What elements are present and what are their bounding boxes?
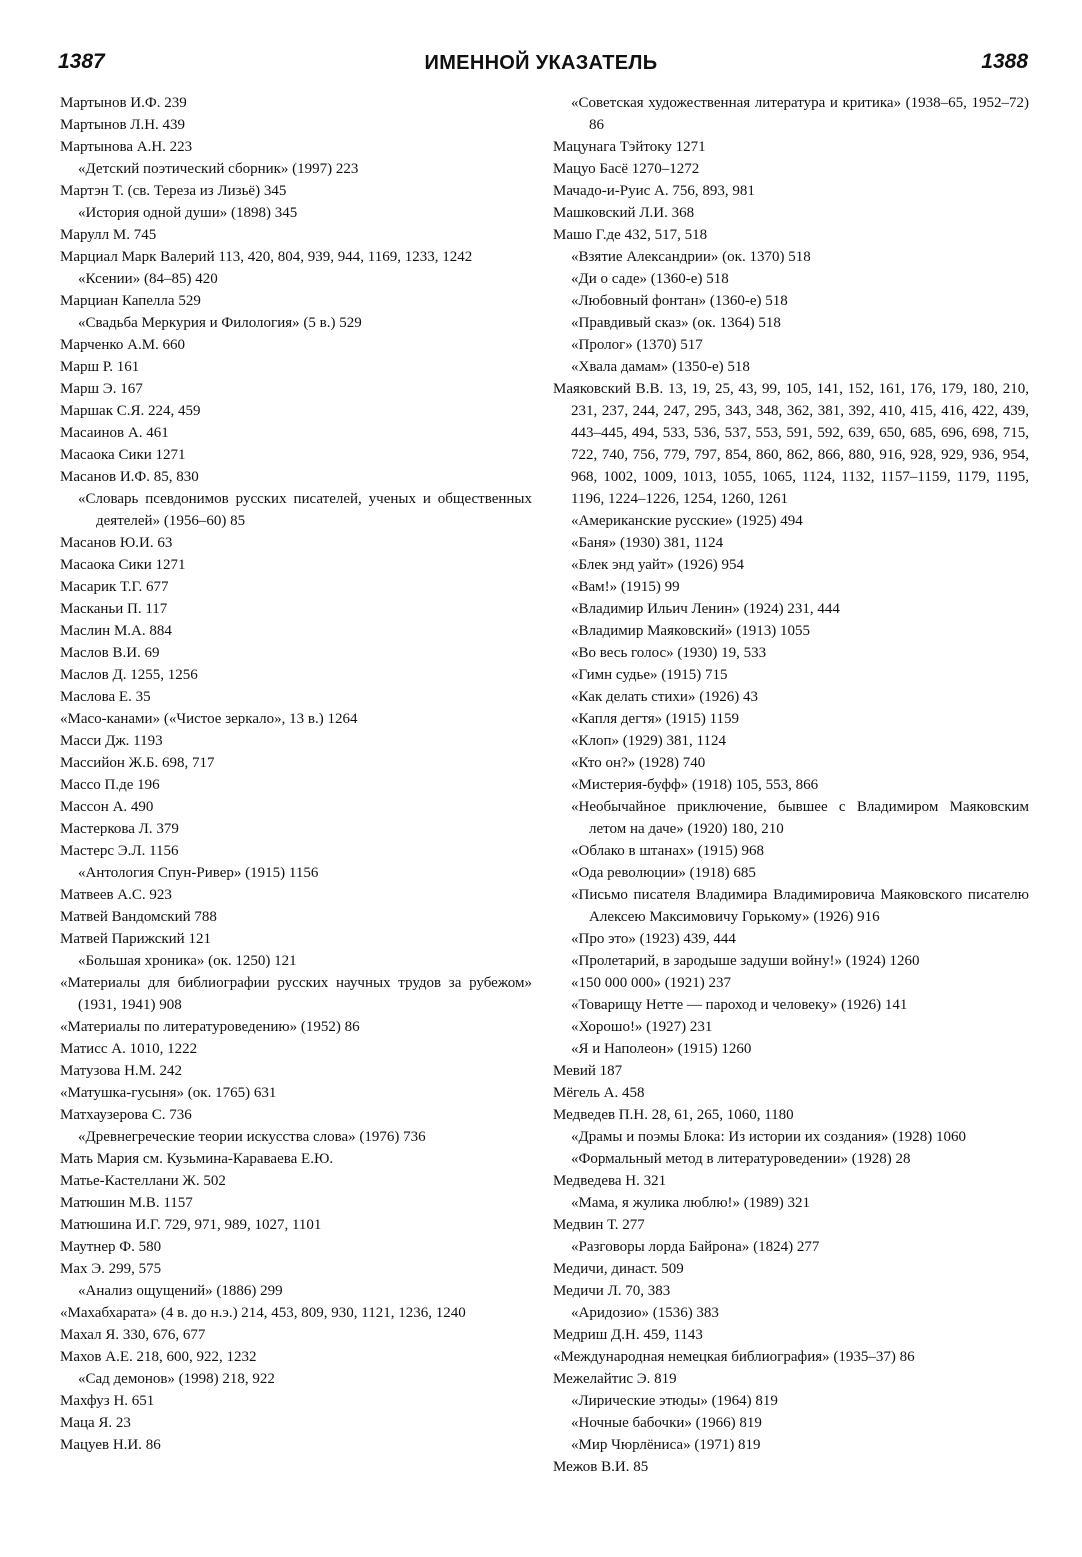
index-entry: Мах Э. 299, 575 <box>60 1261 162 1277</box>
index-entry: Матье-Кастеллани Ж. 502 <box>60 1173 226 1189</box>
index-subentry: «Словарь псевдонимов русских писателей, ученых и общественных деятелей» (1956–60) 85 <box>78 491 532 529</box>
index-entry: Матвеев А.С. 923 <box>60 887 172 903</box>
index-entry: Марциал Марк Валерий 113, 420, 804, 939, 944, 1169, 1233, 1242 <box>60 249 473 265</box>
index-entry: «Международная немецкая библиография» (1935–37) 86 <box>553 1349 915 1365</box>
index-subentry: «Ксении» (84–85) 420 <box>78 271 218 287</box>
index-subentry: «Кто он?» (1928) 740 <box>571 755 706 771</box>
index-entry: Мацуо Басё 1270–1272 <box>553 161 700 177</box>
index-subentry: «Разговоры лорда Байрона» (1824) 277 <box>571 1239 820 1255</box>
index-entry: Мартынов И.Ф. 239 <box>60 95 187 111</box>
index-subentry: «Владимир Ильич Ленин» (1924) 231, 444 <box>571 601 840 617</box>
index-entry: Мать Мария см. Кузьмина-Караваева Е.Ю. <box>60 1151 334 1167</box>
right-column <box>553 92 1029 1478</box>
index-subentry: «Баня» (1930) 381, 1124 <box>571 535 724 551</box>
index-entry: Махов А.Е. 218, 600, 922, 1232 <box>60 1349 257 1365</box>
left-column <box>60 92 532 1456</box>
index-entry: Маслин М.А. 884 <box>60 623 172 639</box>
index-entry: Матюшин М.В. 1157 <box>60 1195 193 1211</box>
index-entry: Мацуев Н.И. 86 <box>60 1437 161 1453</box>
index-entry: Масаока Сики 1271 <box>60 557 186 573</box>
index-entry: Маслов Д. 1255, 1256 <box>60 667 198 683</box>
index-subentry: «Облако в штанах» (1915) 968 <box>571 843 764 859</box>
index-subentry: «Про это» (1923) 439, 444 <box>571 931 736 947</box>
index-entry: Марш Э. 167 <box>60 381 143 397</box>
index-subentry: «Ночные бабочки» (1966) 819 <box>571 1415 762 1431</box>
index-entry: Матхаузерова С. 736 <box>60 1107 192 1123</box>
index-subentry: «Товарищу Нетте — пароход и человеку» (1926) 141 <box>571 997 908 1013</box>
index-entry: «Махабхарата» (4 в. до н.э.) 214, 453, 809, 930, 1121, 1236, 1240 <box>60 1305 466 1321</box>
index-entry: Медриш Д.Н. 459, 1143 <box>553 1327 703 1343</box>
index-entry: Матвей Парижский 121 <box>60 931 211 947</box>
index-subentry: «Во весь голос» (1930) 19, 533 <box>571 645 767 661</box>
index-subentry: «Мистерия-буфф» (1918) 105, 553, 866 <box>571 777 819 793</box>
index-entry: Массо П.де 196 <box>60 777 160 793</box>
index-entry: Машковский Л.И. 368 <box>553 205 695 221</box>
index-entry: Марченко А.М. 660 <box>60 337 186 353</box>
page-header <box>0 50 1082 90</box>
index-subentry: «Ди о саде» (1360-е) 518 <box>571 271 729 287</box>
index-entry: Массон А. 490 <box>60 799 154 815</box>
index-entry: «Матушка-гусыня» (ок. 1765) 631 <box>60 1085 277 1101</box>
index-entry: Масаока Сики 1271 <box>60 447 186 463</box>
index-subentry: «Формальный метод в литературоведении» (1928) 28 <box>571 1151 911 1167</box>
index-entry: Медвин Т. 277 <box>553 1217 645 1233</box>
index-subentry: «Мир Чюрлёниса» (1971) 819 <box>571 1437 761 1453</box>
index-entry: Матузова Н.М. 242 <box>60 1063 183 1079</box>
index-subentry: «Взятие Александрии» (ок. 1370) 518 <box>571 249 811 265</box>
index-subentry: «Письмо писателя Владимира Владимировича Маяковского писателю Алексею Максимовичу Горькому» (1926) 916 <box>571 887 1029 925</box>
index-entry: Мастерс Э.Л. 1156 <box>60 843 179 859</box>
index-entry: Маслов В.И. 69 <box>60 645 160 661</box>
index-subentry: «История одной души» (1898) 345 <box>78 205 298 221</box>
index-subentry: «Капля дегтя» (1915) 1159 <box>571 711 740 727</box>
index-subentry: «Вам!» (1915) 99 <box>571 579 680 595</box>
index-entry: Матвей Вандомский 788 <box>60 909 217 925</box>
index-entry: Мастеркова Л. 379 <box>60 821 179 837</box>
index-subentry: «Гимн судье» (1915) 715 <box>571 667 728 683</box>
index-subentry: «Антология Спун-Ривер» (1915) 1156 <box>78 865 319 881</box>
index-entry: Масси Дж. 1193 <box>60 733 163 749</box>
index-entry: Маслова Е. 35 <box>60 689 151 705</box>
index-subentry: «Пролог» (1370) 517 <box>571 337 703 353</box>
index-entry: Медведев П.Н. 28, 61, 265, 1060, 1180 <box>553 1107 794 1123</box>
index-entry: Масанов И.Ф. 85, 830 <box>60 469 199 485</box>
index-subentry: «Американские русские» (1925) 494 <box>571 513 803 529</box>
index-entry: Масканьи П. 117 <box>60 601 168 617</box>
index-entry: Масанов Ю.И. 63 <box>60 535 173 551</box>
index-entry: Маца Я. 23 <box>60 1415 131 1431</box>
index-entry: Маршак С.Я. 224, 459 <box>60 403 201 419</box>
index-entry: Медведева Н. 321 <box>553 1173 667 1189</box>
index-entry: Марш Р. 161 <box>60 359 140 375</box>
index-subentry: «Я и Наполеон» (1915) 1260 <box>571 1041 752 1057</box>
index-entry: Мевий 187 <box>553 1063 623 1079</box>
index-entry: «Материалы для библиографии русских научных трудов за рубежом» (1931, 1941) 908 <box>60 975 532 1013</box>
index-entry: Маяковский В.В. 13, 19, 25, 43, 99, 105, 141, 152, 161, 176, 179, 180, 210, 231, 237, 244, 247, 295, 343, 348, 362, 381, 392, 410, 415, 416, 422, 439, 443–445, 494, 533, 536, 537, 553, 591, 592, 639, 650, 685, 696, 698, 715, 722, 740, 756, 779, 797, 854, 860, 862, 866, 880, 916, 928, 929, 936, 954, 968, 1002, 1009, 1013, 1055, 1065, 1124, 1132, 1157–1159, 1179, 1195, 1196, 1224–1226, 1254, 1260, 1261 <box>553 381 1029 507</box>
index-entry: Марциан Капелла 529 <box>60 293 201 309</box>
index-entry: «Масо-канами» («Чистое зеркало», 13 в.) 1264 <box>60 711 358 727</box>
page-title: ИМЕННОЙ УКАЗАТЕЛЬ <box>424 52 658 74</box>
index-entry: Махфуз Н. 651 <box>60 1393 155 1409</box>
index-subentry: «Ода революции» (1918) 685 <box>571 865 756 881</box>
index-entry: Машо Г.де 432, 517, 518 <box>553 227 708 243</box>
index-subentry: «Древнегреческие теории искусства слова» (1976) 736 <box>78 1129 426 1145</box>
index-entry: Мартынов Л.Н. 439 <box>60 117 186 133</box>
index-subentry: «150 000 000» (1921) 237 <box>571 975 731 991</box>
index-entry: Мартынова А.Н. 223 <box>60 139 193 155</box>
index-subentry: «Свадьба Меркурия и Филология» (5 в.) 529 <box>78 315 362 331</box>
index-subentry: «Блек энд уайт» (1926) 954 <box>571 557 744 573</box>
index-entry: Межов В.И. 85 <box>553 1459 649 1475</box>
index-subentry: «Хвала дамам» (1350-е) 518 <box>571 359 750 375</box>
index-subentry: «Анализ ощущений» (1886) 299 <box>78 1283 283 1299</box>
index-subentry: «Любовный фонтан» (1360-е) 518 <box>571 293 788 309</box>
index-entry: Медичи, династ. 509 <box>553 1261 684 1277</box>
index-entry: Мёгель А. 458 <box>553 1085 645 1101</box>
index-subentry: «Пролетарий, в зародыше задуши войну!» (1924) 1260 <box>571 953 920 969</box>
index-entry: Масарик Т.Г. 677 <box>60 579 169 595</box>
index-subentry: «Как делать стихи» (1926) 43 <box>571 689 758 705</box>
index-subentry: «Мама, я жулика люблю!» (1989) 321 <box>571 1195 811 1211</box>
index-entry: Мартэн Т. (св. Тереза из Лизьё) 345 <box>60 183 287 199</box>
index-subentry: «Хорошо!» (1927) 231 <box>571 1019 713 1035</box>
index-entry: Матисс А. 1010, 1222 <box>60 1041 198 1057</box>
index-entry: Медичи Л. 70, 383 <box>553 1283 671 1299</box>
index-entry: Массийон Ж.Б. 698, 717 <box>60 755 215 771</box>
index-entry: Межелайтис Э. 819 <box>553 1371 677 1387</box>
index-subentry: «Детский поэтический сборник» (1997) 223 <box>78 161 359 177</box>
index-subentry: «Владимир Маяковский» (1913) 1055 <box>571 623 810 639</box>
index-subentry: «Аридозио» (1536) 383 <box>571 1305 719 1321</box>
index-subentry: «Драмы и поэмы Блока: Из истории их создания» (1928) 1060 <box>571 1129 967 1145</box>
index-subentry: «Правдивый сказ» (ок. 1364) 518 <box>571 315 781 331</box>
left-page-number: 1387 <box>58 50 105 73</box>
index-subentry: «Необычайное приключение, бывшее с Владимиром Маяковским летом на даче» (1920) 180, 210 <box>571 799 1029 837</box>
index-subentry: «Советская художественная литература и критика» (1938–65, 1952–72) 86 <box>571 95 1029 133</box>
index-entry: Масаинов А. 461 <box>60 425 169 441</box>
index-subentry: «Сад демонов» (1998) 218, 922 <box>78 1371 275 1387</box>
index-subentry: «Лирические этюды» (1964) 819 <box>571 1393 778 1409</box>
index-entry: Мачадо-и-Руис А. 756, 893, 981 <box>553 183 755 199</box>
right-page-number: 1388 <box>981 50 1028 73</box>
index-entry: Махал Я. 330, 676, 677 <box>60 1327 206 1343</box>
index-entry: Марулл М. 745 <box>60 227 157 243</box>
index-subentry: «Большая хроника» (ок. 1250) 121 <box>78 953 297 969</box>
index-entry: «Материалы по литературоведению» (1952) 86 <box>60 1019 360 1035</box>
index-entry: Мацунага Тэйтоку 1271 <box>553 139 706 155</box>
index-subentry: «Клоп» (1929) 381, 1124 <box>571 733 726 749</box>
index-entry: Маутнер Ф. 580 <box>60 1239 162 1255</box>
index-entry: Матюшина И.Г. 729, 971, 989, 1027, 1101 <box>60 1217 322 1233</box>
